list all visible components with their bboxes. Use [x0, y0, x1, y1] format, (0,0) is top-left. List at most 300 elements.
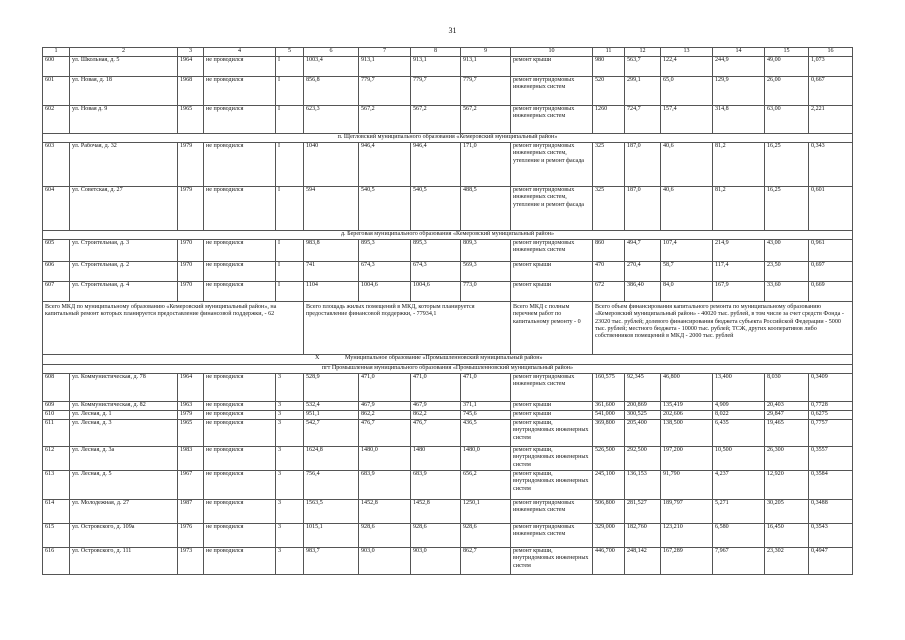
table-row [43, 262, 853, 282]
private-area: 1480,0 [461, 447, 511, 471]
private-area: 569,3 [461, 262, 511, 282]
residential-area: 895,3 [359, 240, 411, 262]
owned-area: 946,4 [411, 143, 461, 187]
owned-area: 903,0 [411, 548, 461, 575]
cost-per-sqm: 0,6275 [809, 411, 853, 420]
owned-area: 779,7 [411, 77, 461, 106]
cost-total: 446,700 [593, 548, 625, 575]
cost-fund: 563,7 [625, 57, 661, 77]
cost-region: 123,210 [661, 524, 713, 548]
cost-per-sqm: 0,3488 [809, 500, 853, 524]
private-area: 913,1 [461, 57, 511, 77]
cost-per-sqm: 0,961 [809, 240, 853, 262]
build-year: 1967 [178, 471, 204, 500]
summary-mkd-full: Всего МКД с полным перечнем работ по капитальному ремонту - 0 [511, 302, 593, 355]
cost-total: 860 [593, 240, 625, 262]
address: ул. Советская, д. 27 [70, 187, 178, 231]
repair-work: ремонт крыши [511, 411, 593, 420]
summary-finance-total: Всего объем финансирования капитального ремонта по муниципальному образованию «Кемеровский муниципальный район» - 40020 тыс. рублей, в том числе за счет средств Фонда - 23020 тыс. рублей; долевого финансирования бюджета субъекта Российской Федерации - 5000 тыс. рублей; местного бюджета - 10000 тыс. рублей; ТСЖ, других кооперативов либо собственников помещений в МКД - 2000 тыс. рублей [593, 302, 853, 355]
wall-group: I [276, 77, 304, 106]
private-area: 436,5 [461, 420, 511, 447]
residential-area: 476,7 [359, 420, 411, 447]
address: ул. Островского, д. 109а [70, 524, 178, 548]
repair-work: ремонт внутридомовых инженерных систем, утепление и ремонт фасада [511, 143, 593, 187]
cost-region: 197,200 [661, 447, 713, 471]
residential-area: 540,5 [359, 187, 411, 231]
cost-fund: 494,7 [625, 240, 661, 262]
repair-work: ремонт внутридомовых инженерных систем [511, 524, 593, 548]
residential-area: 471,0 [359, 374, 411, 402]
wall-group: I [276, 143, 304, 187]
last-repair-status: не проводился [204, 106, 276, 134]
owned-area: 683,9 [411, 471, 461, 500]
build-year: 1983 [178, 447, 204, 471]
repair-work: ремонт внутридомовых инженерных систем [511, 77, 593, 106]
repair-work: ремонт внутридомовых инженерных систем [511, 240, 593, 262]
row-number: 600 [43, 57, 70, 77]
table-row [43, 471, 853, 500]
total-area: 856,8 [304, 77, 359, 106]
cost-per-sqm: 0,7757 [809, 420, 853, 447]
section-row [43, 365, 853, 374]
private-area: 488,5 [461, 187, 511, 231]
cost-total: 245,100 [593, 471, 625, 500]
cost-per-sqm: 0,667 [809, 77, 853, 106]
cost-owners: 12,920 [765, 471, 809, 500]
cost-owners: 49,00 [765, 57, 809, 77]
wall-group: I [276, 262, 304, 282]
cost-owners: 16,450 [765, 524, 809, 548]
cost-local: 6,580 [713, 524, 765, 548]
address: ул. Островского, д. 111 [70, 548, 178, 575]
build-year: 1965 [178, 420, 204, 447]
owned-area: 476,7 [411, 420, 461, 447]
owned-area: 928,6 [411, 524, 461, 548]
address: ул. Лесная, д. 1 [70, 411, 178, 420]
cost-fund: 92,345 [625, 374, 661, 402]
cost-region: 91,790 [661, 471, 713, 500]
cost-per-sqm: 0,4947 [809, 548, 853, 575]
residential-area: 913,1 [359, 57, 411, 77]
row-number: 605 [43, 240, 70, 262]
residential-area: 674,3 [359, 262, 411, 282]
row-number: 608 [43, 374, 70, 402]
wall-group: I [276, 240, 304, 262]
private-area: 745,6 [461, 411, 511, 420]
wall-group: 3 [276, 500, 304, 524]
table-row [43, 548, 853, 575]
summary-area-total: Всего площадь жилых помещений в МКД, которым планируется предоставление финансовой поддержки, - 77934,1 [304, 302, 511, 355]
col-header: 3 [178, 48, 204, 57]
repair-work: ремонт крыши, внутридомовых инженерных систем [511, 471, 593, 500]
cost-total: 361,600 [593, 402, 625, 411]
total-area: 528,9 [304, 374, 359, 402]
col-header: 11 [593, 48, 625, 57]
column-number-row [43, 48, 853, 57]
table-row [43, 500, 853, 524]
table-row [43, 447, 853, 471]
wall-group: 3 [276, 548, 304, 575]
build-year: 1970 [178, 282, 204, 302]
total-area: 756,4 [304, 471, 359, 500]
col-header: 14 [713, 48, 765, 57]
repair-work: ремонт внутридомовых инженерных систем, утепление и ремонт фасада [511, 187, 593, 231]
owned-area: 895,3 [411, 240, 461, 262]
cost-region: 189,797 [661, 500, 713, 524]
cost-local: 4,237 [713, 471, 765, 500]
residential-area: 946,4 [359, 143, 411, 187]
wall-group: 3 [276, 402, 304, 411]
cost-fund: 292,500 [625, 447, 661, 471]
cost-owners: 8,030 [765, 374, 809, 402]
address: ул. Школьная, д. 5 [70, 57, 178, 77]
total-area: 623,3 [304, 106, 359, 134]
table-row [43, 57, 853, 77]
row-number: 606 [43, 262, 70, 282]
table-row [43, 187, 853, 231]
cost-total: 672 [593, 282, 625, 302]
cost-fund: 299,1 [625, 77, 661, 106]
row-number: 610 [43, 411, 70, 420]
wall-group: I [276, 282, 304, 302]
cost-per-sqm: 1,073 [809, 57, 853, 77]
last-repair-status: не проводился [204, 471, 276, 500]
residential-area: 779,7 [359, 77, 411, 106]
cost-per-sqm: 0,669 [809, 282, 853, 302]
private-area: 171,0 [461, 143, 511, 187]
address: ул. Строительная, д. 3 [70, 240, 178, 262]
cost-total: 329,000 [593, 524, 625, 548]
repair-work: ремонт крыши, внутридомовых инженерных систем [511, 447, 593, 471]
col-header: 7 [359, 48, 411, 57]
cost-region: 157,4 [661, 106, 713, 134]
last-repair-status: не проводился [204, 240, 276, 262]
total-area: 532,4 [304, 402, 359, 411]
cost-region: 84,0 [661, 282, 713, 302]
build-year: 1970 [178, 240, 204, 262]
repair-work: ремонт крыши, внутридомовых инженерных систем [511, 420, 593, 447]
cost-region: 40,6 [661, 187, 713, 231]
cost-total: 1260 [593, 106, 625, 134]
cost-total: 160,575 [593, 374, 625, 402]
cost-owners: 26,00 [765, 77, 809, 106]
owned-area: 471,0 [411, 374, 461, 402]
cost-owners: 29,847 [765, 411, 809, 420]
cost-owners: 16,25 [765, 187, 809, 231]
private-area: 567,2 [461, 106, 511, 134]
table-row [43, 411, 853, 420]
residential-area: 862,2 [359, 411, 411, 420]
wall-group: 3 [276, 524, 304, 548]
capital-repair-table [42, 47, 853, 575]
build-year: 1963 [178, 402, 204, 411]
cost-owners: 16,25 [765, 143, 809, 187]
section-x-heading [43, 355, 853, 365]
row-number: 607 [43, 282, 70, 302]
cost-per-sqm: 0,343 [809, 143, 853, 187]
section-heading: пгт Промышленная муниципального образования «Промышленновский муниципальный район» [43, 365, 853, 374]
section-x-row [43, 355, 853, 365]
section-row [43, 134, 853, 143]
residential-area: 683,9 [359, 471, 411, 500]
cost-fund: 205,400 [625, 420, 661, 447]
row-number: 603 [43, 143, 70, 187]
address: ул. Коммунистическая, д. 78 [70, 374, 178, 402]
col-header: 4 [204, 48, 276, 57]
cost-total: 520 [593, 77, 625, 106]
section-row [43, 231, 853, 240]
cost-region: 167,289 [661, 548, 713, 575]
total-area: 594 [304, 187, 359, 231]
cost-per-sqm: 0,697 [809, 262, 853, 282]
cost-per-sqm: 0,3409 [809, 374, 853, 402]
row-number: 611 [43, 420, 70, 447]
wall-group: 3 [276, 471, 304, 500]
build-year: 1970 [178, 262, 204, 282]
cost-owners: 30,205 [765, 500, 809, 524]
total-area: 542,7 [304, 420, 359, 447]
cost-total: 506,800 [593, 500, 625, 524]
cost-per-sqm: 0,3543 [809, 524, 853, 548]
cost-fund: 270,4 [625, 262, 661, 282]
cost-region: 135,419 [661, 402, 713, 411]
cost-owners: 43,00 [765, 240, 809, 262]
private-area: 928,6 [461, 524, 511, 548]
address: ул. Лесная, д. 3 [70, 420, 178, 447]
cost-fund: 281,527 [625, 500, 661, 524]
repair-work: ремонт крыши [511, 282, 593, 302]
section-heading: п. Щегловский муниципального образования «Кемеровский муниципальный район» [43, 134, 853, 143]
col-header: 10 [511, 48, 593, 57]
private-area: 779,7 [461, 77, 511, 106]
cost-fund: 386,40 [625, 282, 661, 302]
cost-local: 5,271 [713, 500, 765, 524]
row-number: 604 [43, 187, 70, 231]
private-area: 809,3 [461, 240, 511, 262]
cost-region: 202,606 [661, 411, 713, 420]
cost-local: 10,500 [713, 447, 765, 471]
cost-local: 117,4 [713, 262, 765, 282]
cost-owners: 23,302 [765, 548, 809, 575]
section-x-number: X [315, 355, 320, 361]
build-year: 1964 [178, 374, 204, 402]
repair-work: ремонт крыши [511, 402, 593, 411]
row-number: 612 [43, 447, 70, 471]
table-row [43, 282, 853, 302]
section-x-title: Муниципальное образование «Промышленновский муниципальный район» [345, 355, 543, 361]
row-number: 602 [43, 106, 70, 134]
owned-area: 540,5 [411, 187, 461, 231]
cost-region: 65,0 [661, 77, 713, 106]
private-area: 773,0 [461, 282, 511, 302]
table-row [43, 402, 853, 411]
cost-owners: 20,403 [765, 402, 809, 411]
cost-region: 58,7 [661, 262, 713, 282]
wall-group: 3 [276, 374, 304, 402]
repair-work: ремонт внутридомовых инженерных систем [511, 500, 593, 524]
col-header: 16 [809, 48, 853, 57]
owned-area: 567,2 [411, 106, 461, 134]
cost-total: 325 [593, 143, 625, 187]
cost-per-sqm: 0,601 [809, 187, 853, 231]
private-area: 1250,1 [461, 500, 511, 524]
owned-area: 1004,6 [411, 282, 461, 302]
repair-work: ремонт крыши, внутридомовых инженерных систем [511, 548, 593, 575]
build-year: 1973 [178, 548, 204, 575]
total-area: 1040 [304, 143, 359, 187]
cost-local: 129,9 [713, 77, 765, 106]
cost-total: 526,500 [593, 447, 625, 471]
col-header: 12 [625, 48, 661, 57]
table-row [43, 143, 853, 187]
owned-area: 674,3 [411, 262, 461, 282]
cost-per-sqm: 0,3557 [809, 447, 853, 471]
total-area: 1104 [304, 282, 359, 302]
total-area: 983,7 [304, 548, 359, 575]
build-year: 1964 [178, 57, 204, 77]
row-number: 616 [43, 548, 70, 575]
wall-group: 3 [276, 420, 304, 447]
cost-per-sqm: 2,221 [809, 106, 853, 134]
last-repair-status: не проводился [204, 524, 276, 548]
last-repair-status: не проводился [204, 187, 276, 231]
repair-work: ремонт внутридомовых инженерных систем [511, 106, 593, 134]
row-number: 614 [43, 500, 70, 524]
total-area: 951,1 [304, 411, 359, 420]
col-header: 1 [43, 48, 70, 57]
last-repair-status: не проводился [204, 77, 276, 106]
cost-fund: 200,869 [625, 402, 661, 411]
cost-total: 369,800 [593, 420, 625, 447]
page-number: 31 [448, 26, 457, 35]
cost-local: 81,2 [713, 187, 765, 231]
last-repair-status: не проводился [204, 548, 276, 575]
cost-local: 214,9 [713, 240, 765, 262]
last-repair-status: не проводился [204, 143, 276, 187]
col-header: 2 [70, 48, 178, 57]
cost-fund: 182,760 [625, 524, 661, 548]
wall-group: 3 [276, 411, 304, 420]
table-body [43, 48, 853, 575]
total-area: 1563,5 [304, 500, 359, 524]
cost-region: 138,500 [661, 420, 713, 447]
cost-local: 7,967 [713, 548, 765, 575]
row-number: 615 [43, 524, 70, 548]
cost-region: 107,4 [661, 240, 713, 262]
cost-local: 81,2 [713, 143, 765, 187]
residential-area: 903,0 [359, 548, 411, 575]
private-area: 656,2 [461, 471, 511, 500]
col-header: 9 [461, 48, 511, 57]
cost-owners: 26,300 [765, 447, 809, 471]
wall-group: 3 [276, 447, 304, 471]
cost-local: 13,400 [713, 374, 765, 402]
residential-area: 1452,8 [359, 500, 411, 524]
cost-owners: 19,465 [765, 420, 809, 447]
summary-mkd-total: Всего МКД по муниципальному образованию «Кемеровский муниципальный район», на капитальный ремонт которых планируется предоставление финансовой поддержки, - 62 [43, 302, 304, 355]
owned-area: 1452,8 [411, 500, 461, 524]
address: ул. Новая, д. 18 [70, 77, 178, 106]
total-area: 741 [304, 262, 359, 282]
col-header: 13 [661, 48, 713, 57]
table-row [43, 240, 853, 262]
cost-local: 314,8 [713, 106, 765, 134]
summary-row [43, 302, 853, 355]
cost-local: 244,9 [713, 57, 765, 77]
cost-region: 122,4 [661, 57, 713, 77]
build-year: 1979 [178, 143, 204, 187]
total-area: 983,8 [304, 240, 359, 262]
build-year: 1979 [178, 187, 204, 231]
row-number: 601 [43, 77, 70, 106]
last-repair-status: не проводился [204, 262, 276, 282]
wall-group: I [276, 187, 304, 231]
cost-owners: 33,60 [765, 282, 809, 302]
cost-total: 980 [593, 57, 625, 77]
row-number: 613 [43, 471, 70, 500]
cost-per-sqm: 0,3584 [809, 471, 853, 500]
cost-owners: 23,50 [765, 262, 809, 282]
build-year: 1987 [178, 500, 204, 524]
wall-group: I [276, 106, 304, 134]
row-number: 609 [43, 402, 70, 411]
col-header: 5 [276, 48, 304, 57]
cost-owners: 63,00 [765, 106, 809, 134]
repair-work: ремонт крыши [511, 57, 593, 77]
last-repair-status: не проводился [204, 374, 276, 402]
cost-region: 40,6 [661, 143, 713, 187]
build-year: 1968 [178, 77, 204, 106]
cost-per-sqm: 0,7728 [809, 402, 853, 411]
col-header: 6 [304, 48, 359, 57]
cost-total: 325 [593, 187, 625, 231]
last-repair-status: не проводился [204, 402, 276, 411]
repair-work: ремонт внутридомовых инженерных систем [511, 374, 593, 402]
build-year: 1976 [178, 524, 204, 548]
cost-fund: 248,142 [625, 548, 661, 575]
repair-work: ремонт крыши [511, 262, 593, 282]
wall-group: I [276, 57, 304, 77]
cost-local: 167,9 [713, 282, 765, 302]
address: ул. Молодежная, д. 27 [70, 500, 178, 524]
cost-local: 8,022 [713, 411, 765, 420]
col-header: 8 [411, 48, 461, 57]
cost-total: 541,000 [593, 411, 625, 420]
table-row [43, 420, 853, 447]
cost-fund: 724,7 [625, 106, 661, 134]
cost-fund: 136,153 [625, 471, 661, 500]
address: ул. Лесная, д. 5 [70, 471, 178, 500]
cost-fund: 300,525 [625, 411, 661, 420]
last-repair-status: не проводился [204, 57, 276, 77]
cost-fund: 187,0 [625, 187, 661, 231]
table-row [43, 524, 853, 548]
cost-total: 470 [593, 262, 625, 282]
table-row [43, 374, 853, 402]
table-row [43, 77, 853, 106]
total-area: 1015,1 [304, 524, 359, 548]
cost-region: 46,800 [661, 374, 713, 402]
residential-area: 928,6 [359, 524, 411, 548]
section-heading: д. Береговая муниципального образования «Кемеровский муниципальный район» [43, 231, 853, 240]
private-area: 371,1 [461, 402, 511, 411]
owned-area: 467,9 [411, 402, 461, 411]
residential-area: 1480,0 [359, 447, 411, 471]
private-area: 862,7 [461, 548, 511, 575]
col-header: 15 [765, 48, 809, 57]
private-area: 471,0 [461, 374, 511, 402]
build-year: 1979 [178, 411, 204, 420]
